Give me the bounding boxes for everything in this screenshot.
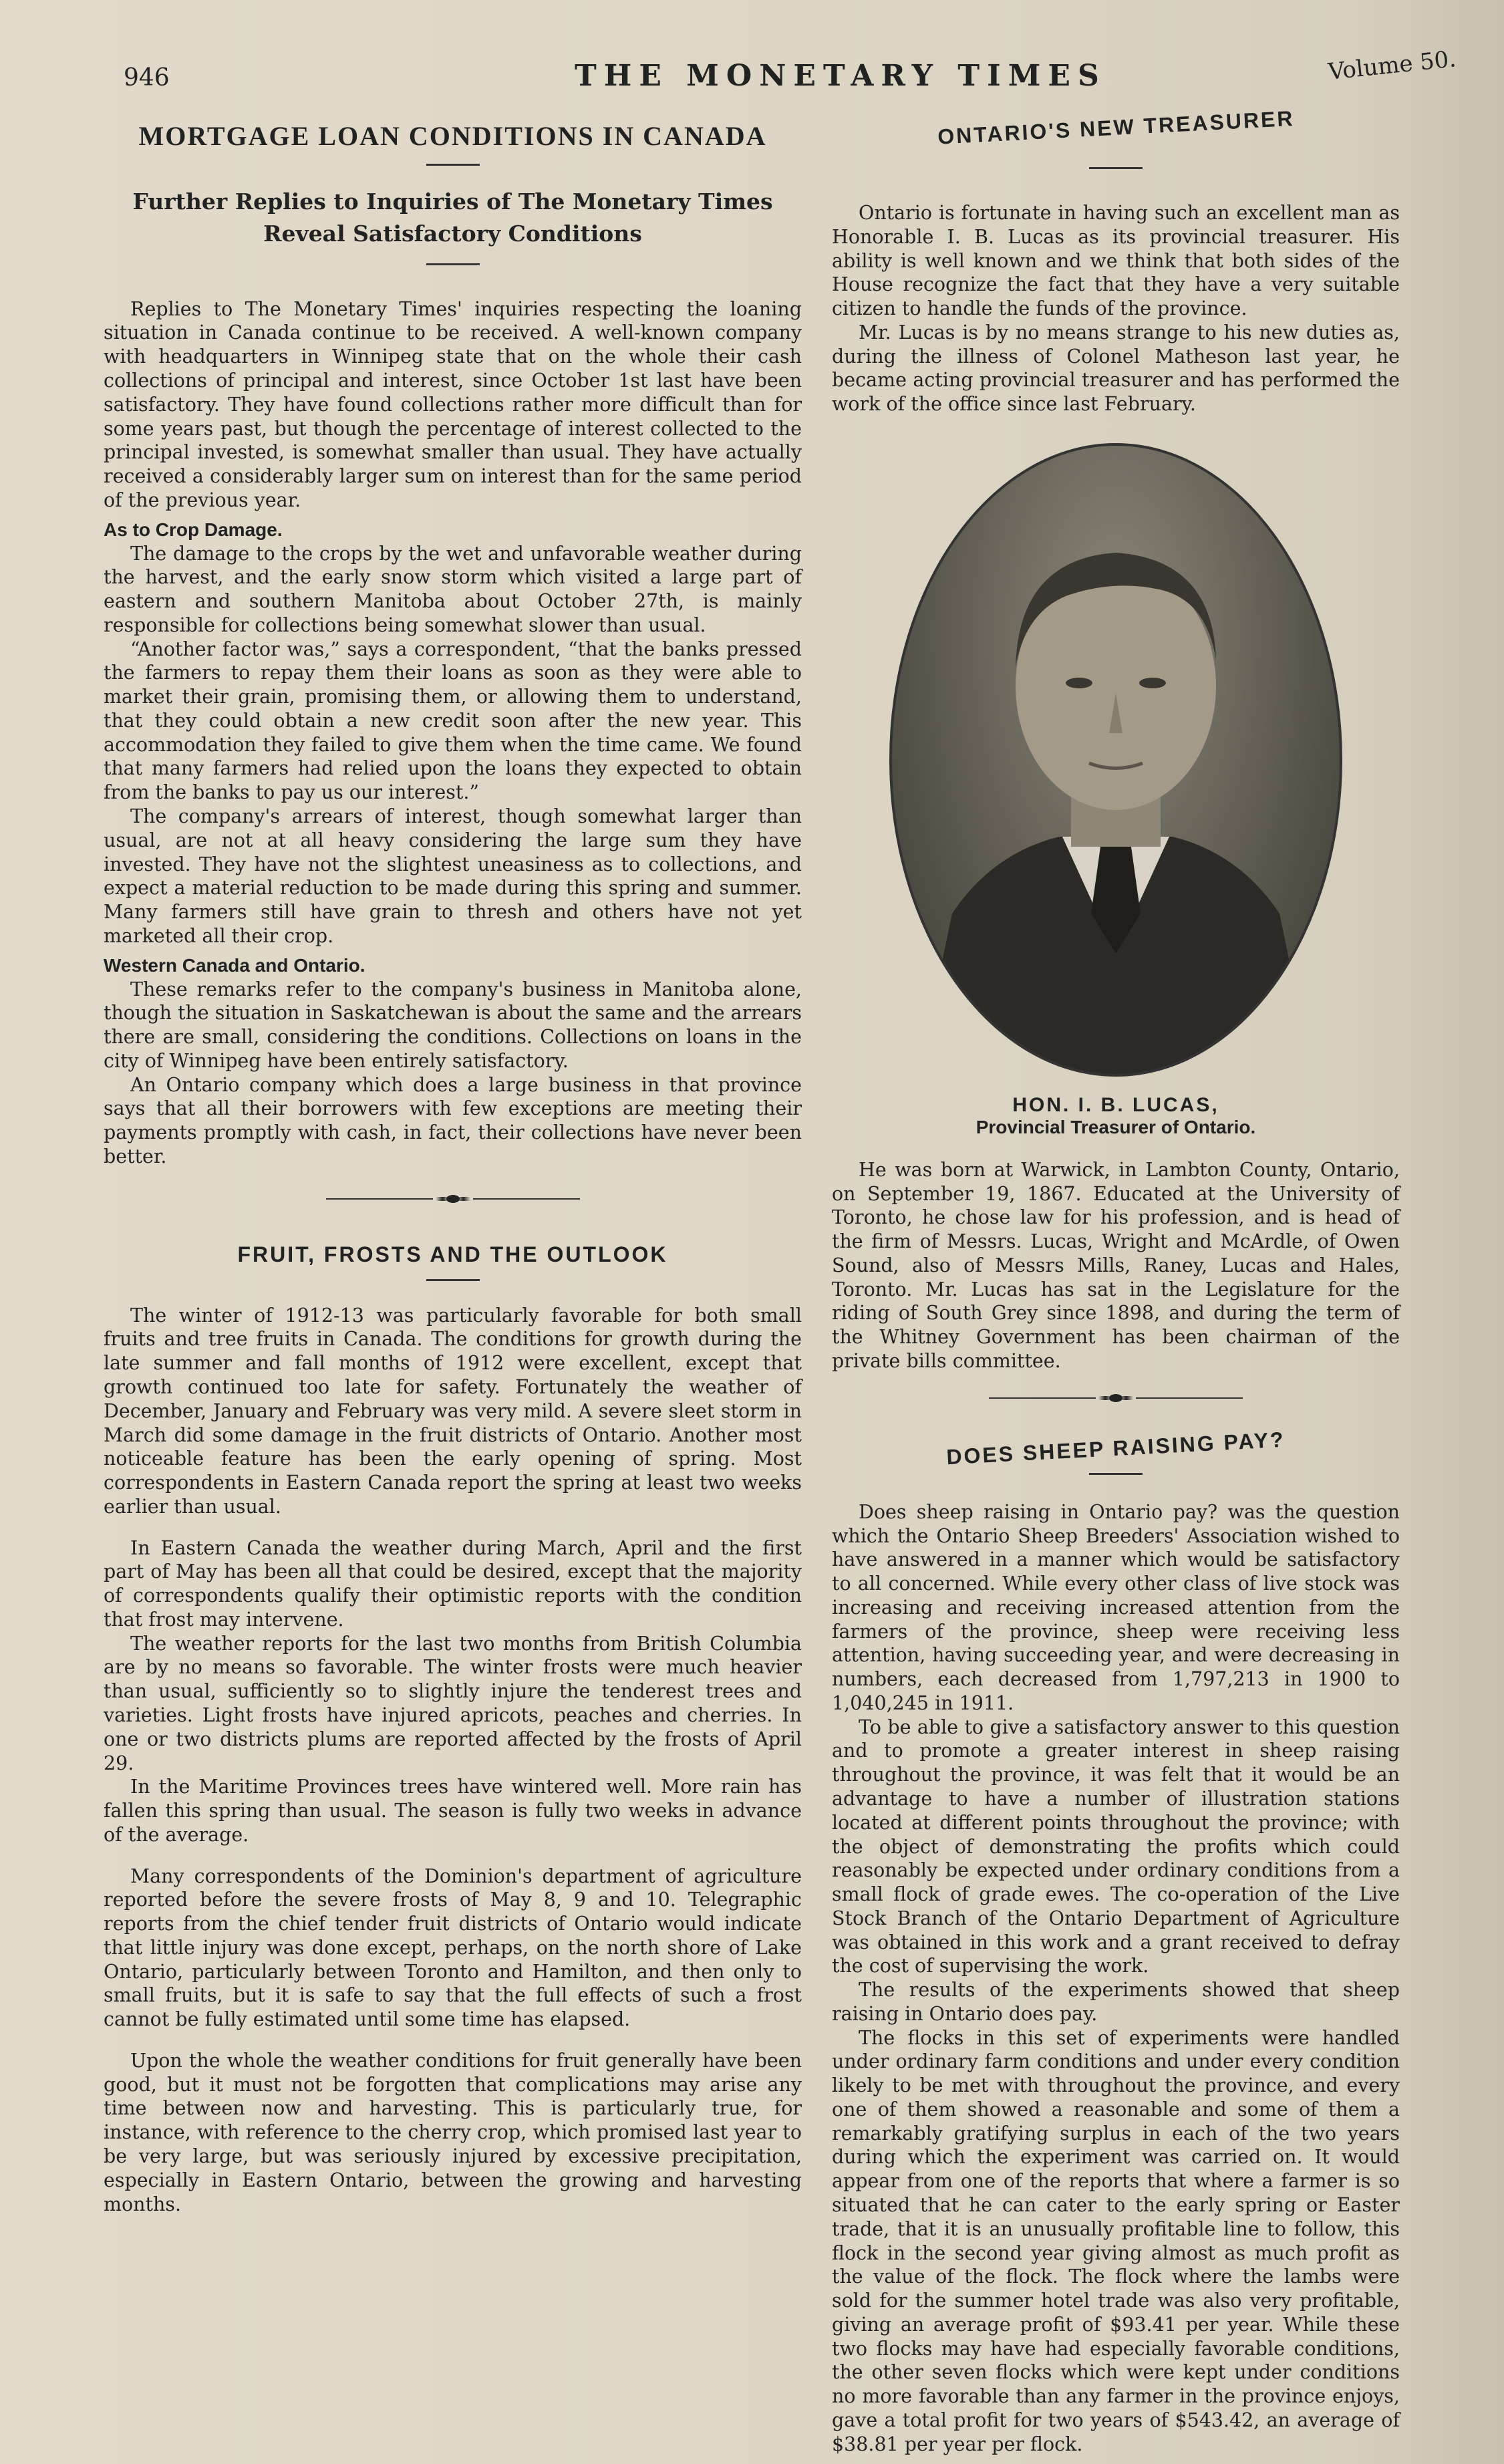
paragraph: Many correspondents of the Dominion's department of agriculture reported before the severe frosts of May 8, 9 and 10. Telegraphic reports from the chief tender fruit districts of Ontario would indicate that little injury was done except, perhaps, on the north shore of Lake Ontario, particularly between Toronto and Hamilton, and then only to small fruits, but it is safe to say that the full effects of such a frost cannot be fully estimated until some time has elapsed. [104, 1865, 802, 2031]
paragraph: Replies to The Monetary Times' inquiries respecting the loaning situation in Canada continue to be received. A well-known company with headquarters in Winnipeg state that on the whole their cash collections of principal and interest, since October 1st last have been satisfactory. They have found collections rather more difficult than for some years past, but though the percentage of interest collected to the principal invested, is somewhat smaller than usual. They have actually received a considerably larger sum on interest than for the same period of the previous year. [104, 297, 802, 511]
article-title: ONTARIO'S NEW TREASURER [937, 106, 1296, 149]
title-rule [426, 164, 480, 166]
caption-role: Provincial Treasurer of Ontario. [975, 1116, 1256, 1137]
article-title: MORTGAGE LOAN CONDITIONS IN CANADA [138, 121, 767, 151]
article-title: DOES SHEEP RAISING PAY? [945, 1427, 1286, 1470]
paragraph: Upon the whole the weather conditions for fruit generally have been good, but it must not be forgotten that complications may arise any time between now and harvesting. This is particularly true, for instance, with reference to the cherry crop, which promised last year to be very large, but was seriously injured by excessive precipitation, especially in Eastern Ontario, between the growing and harvesting months. [104, 2049, 802, 2215]
paragraph: In the Maritime Provinces trees have wintered well. More rain has fallen this spring than usual. The season is fully two weeks in advance of the average. [104, 1776, 802, 1846]
page-header [0, 45, 1504, 106]
right-column [832, 106, 1400, 2456]
paragraph: Does sheep raising in Ontario pay? was the question which the Ontario Sheep Breeders' Association wished to have answered in a manner which would be satisfactory to all concerned. While every other class of live stock was increasing and receiving increased attention from the farmers of the province, sheep were receiving less attention, having succeeding year, and were decreasing in numbers, each decreased from 1,797,213 in 1900 to 1,040,245 in 1911. [832, 1500, 1400, 1714]
paragraph: He was born at Warwick, in Lambton County, Ontario, on September 19, 1867. Educated at the University of Toronto, he chose law for his profession, and is head of the firm of Messrs. Lucas, Wright and McArdle, of Owen Sound, also of Messrs Mills, Raney, Lucas and Hales, Toronto. Mr. Lucas has sat in the Legislature for the riding of South Grey since 1898, and during the term of the Whitney Government has been chairman of the private bills committee. [832, 1158, 1400, 1373]
paragraph: The results of the experiments showed that sheep raising in Ontario does pay. [832, 1979, 1400, 2025]
section-heading: Western Canada and Ontario. [104, 954, 365, 976]
page-number: 946 [124, 64, 170, 92]
paragraph: The flocks in this set of experiments were handled under ordinary farm conditions and under every condition likely to be met with throughout the province, and every one of them showed a reasonable and some of them a remarkably gratifying surplus in each of the two years during which the experiment was carried on. It would appear from one of the reports that where a farmer is so situated that he can cater to the early spring or Easter trade, that it is an unusually profitable line to follow, this flock in the second year giving almost as much profit as the value of the flock. The flock where the lambs were sold for the summer hotel trade was also very profitable, giving an average profit of $93.41 per year. While these two flocks may have had especially favorable conditions, the other seven flocks which were kept under conditions no more favorable than any farmer in the province enjoys, gave a total profit for two years of $543.42, an average of $38.81 per year per flock. [832, 2026, 1400, 2455]
paragraph: Mr. Lucas is by no means strange to his new duties as, during the illness of Colonel Matheson last year, he became acting provincial treasurer and has performed the work of the office since last February. [832, 321, 1400, 416]
paragraph: In Eastern Canada the weather during March, April and the first part of May has been all that could be desired, except that the majority of correspondents qualify their optimistic reports with the condition that frost may intervene. [104, 1536, 802, 1631]
caption-name: HON. I. B. LUCAS, [1012, 1093, 1219, 1116]
title-rule [426, 1279, 480, 1281]
photo-caption [832, 1094, 1400, 1138]
paragraph: “Another factor was,” says a correspondent, “that the banks pressed the farmers to repay them their loans as soon as they were able to market their grain, promising them, or allowing them to understand, that they could obtain a new credit soon after the new year. This accommodation they failed to give them when the time came. We found that many farmers had relied upon the loans they expected to obtain from the banks to pay us our interest.” [104, 638, 802, 804]
article-subtitle: Further Replies to Inquiries of The Monetary Times Reveal Satisfactory Conditions [132, 188, 773, 247]
subtitle-rule [426, 263, 480, 265]
paragraph: The weather reports for the last two months from British Columbia are by no means so favorable. The winter frosts were much heavier than usual, sufficiently so to slightly injure the tenderest trees and varieties. Light frosts have injured apricots, peaches and cherries. In one or two districts plums are reported affected by the frosts of April 29. [104, 1632, 802, 1774]
paragraph: To be able to give a satisfactory answer to this question and to promote a greater interest in sheep raising throughout the province, it was felt that it would be an advantage to have a number of illustration stations located at different points throughout the province; with the object of demonstrating the profits which could reasonably be expected under ordinary conditions from a small flock of grade ewes. The co-operation of the Live Stock Branch of the Ontario Department of Agriculture was obtained in this work and a grant received to defray the cost of supervising the work. [832, 1716, 1400, 1977]
section-heading: As to Crop Damage. [104, 519, 283, 540]
title-rule [1089, 1473, 1143, 1475]
paragraph: Ontario is fortunate in having such an excellent man as Honorable I. B. Lucas as its provincial treasurer. His ability is well known and we think that both sides of the House recognize the fact that they have a very suitable citizen to handle the funds of the province. [832, 202, 1400, 320]
portrait-illustration [892, 446, 1340, 1074]
volume-label: Volume 50. [1327, 45, 1458, 86]
title-rule [1089, 167, 1143, 169]
paragraph: An Ontario company which does a large business in that province says that all their borrowers with few exceptions are meeting their payments promptly with cash, in fact, their collections have never been better. [104, 1073, 802, 1168]
paragraph: The company's arrears of interest, though somewhat larger than usual, are not at all heavy considering the large sum they have invested. They have not the slightest uneasiness as to collections, and expect a material reduction to be made during this spring and summer. Many farmers still have grain to thresh and others have not yet marketed all their crop. [104, 805, 802, 947]
portrait-frame [832, 443, 1400, 1077]
left-column [104, 120, 802, 2216]
paragraph: The damage to the crops by the wet and unfavorable weather during the harvest, and the early snow storm which visited a large part of eastern and southern Manitoba about October 27th, is mainly responsible for collections being somewhat slower than usual. [104, 542, 802, 636]
portrait-photo [889, 443, 1342, 1077]
paragraph: These remarks refer to the company's business in Manitoba alone, though the situation in Saskatchewan is about the same and the arrears there are small, considering the conditions. Collections on loans in the city of Winnipeg have been entirely satisfactory. [104, 978, 802, 1072]
section-ornament [104, 1194, 802, 1204]
publication-title: THE MONETARY TIMES [575, 59, 1106, 93]
paragraph: The winter of 1912-13 was particularly favorable for both small fruits and tree fruits in Canada. The conditions for growth during the late summer and fall months of 1912 were excellent, except that growth continued too late for safety. Fortunately the weather of December, January and February was very mild. A severe sleet storm in March did some damage in the fruit districts of Ontario. Another most noticeable feature has been the early opening of spring. Most correspondents in Eastern Canada report the spring at least two weeks earlier than usual. [104, 1304, 802, 1518]
article-title: FRUIT, FROSTS AND THE OUTLOOK [237, 1242, 668, 1266]
section-ornament [832, 1393, 1400, 1403]
